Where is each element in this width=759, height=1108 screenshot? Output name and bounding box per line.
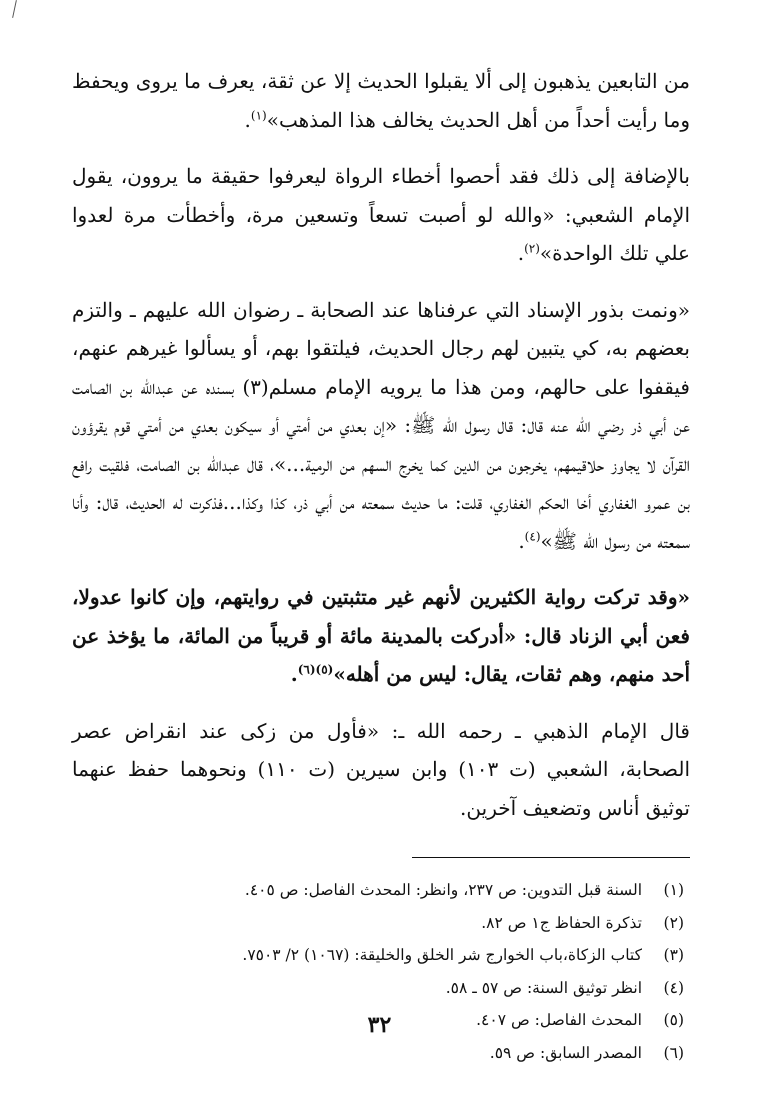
paragraph-4-bold bbox=[72, 578, 690, 694]
footnote-text: المصدر السابق: ص ٥٩. bbox=[489, 1043, 642, 1062]
footnote-text: انظر توثيق السنة: ص ٥٧ ـ ٥٨. bbox=[445, 978, 642, 997]
footnote-text: تذكرة الحفاظ ج١ ص ٨٢. bbox=[481, 913, 642, 932]
paragraph-2-text: بالإضافة إلى ذلك فقد أحصوا أخطاء الرواة ليعرفوا حقيقة ما يروون، يقول الإمام الشعبي: «والله لو أصبت تسعاً وتسعين مرة، وأخطأت مرة لعدوا علي تلك الواحدة» bbox=[72, 164, 690, 265]
footnote-ref-1: (١) bbox=[250, 107, 267, 122]
footnote-item bbox=[72, 874, 684, 907]
footnote-number: (٦) bbox=[663, 1043, 684, 1062]
footnote-number: (٥) bbox=[663, 1011, 684, 1029]
footnote-item bbox=[72, 939, 684, 972]
paragraph-3 bbox=[72, 291, 690, 561]
footnote-text: كتاب الزكاة،باب الخوارج شر الخلق والخليقة: (١٠٦٧) ٢/ ٧٥٠٣. bbox=[242, 946, 642, 964]
footnote-ref-2: (٢) bbox=[524, 241, 540, 256]
paragraph-2 bbox=[72, 157, 690, 273]
paragraph-1-text: من التابعين يذهبون إلى ألا يقبلوا الحديث إلا عن ثقة، يعرف ما يروى ويحفظ وما رأيت أحداً من أهل الحديث يخالف هذا المذهب» bbox=[72, 69, 690, 132]
paragraph-4-tail: . bbox=[290, 662, 298, 686]
footnote-number: (٣) bbox=[663, 946, 684, 964]
paragraph-1 bbox=[72, 62, 690, 139]
page-body bbox=[72, 62, 690, 1069]
footnote-item bbox=[72, 972, 684, 1005]
footnote-divider bbox=[412, 857, 690, 858]
footnote-text: المحدث الفاصل: ص ٤٠٧. bbox=[476, 1011, 642, 1029]
paragraph-4-text: «وقد تركت رواية الكثيرين لأنهم غير متثبتين في روايتهم، وإن كانوا عدولا، فعن أبي الزناد قال: «أدركت بالمدينة مائة أو قريباً من المائة، ما يؤخذ عن أحد منهم، وهم ثقات، يقال: ليس من أهله» bbox=[72, 585, 690, 686]
paragraph-5-text: قال الإمام الذهبي ـ رحمه الله ـ: «فأول من زكى عند انقراض عصر الصحابة، الشعبي (ت ١٠٣) وابن سيرين (ت ١١٠) ونحوهما حفظ عنهما توثيق أناس وتضعيف آخرين. bbox=[72, 718, 691, 820]
paragraph-1-tail: . bbox=[244, 107, 251, 132]
paragraph-3-tail: . bbox=[518, 528, 525, 553]
page-number: ٣٢ bbox=[367, 1012, 392, 1038]
footnote-number: (٢) bbox=[663, 913, 684, 932]
footnote-ref-4: (٤) bbox=[524, 528, 541, 543]
footnote-number: (١) bbox=[663, 881, 684, 899]
footnote-item bbox=[72, 1037, 684, 1070]
footnote-item bbox=[72, 907, 684, 940]
footnote-ref-5-6: (٥)(٦) bbox=[297, 662, 334, 677]
footnote-text: السنة قبل التدوين: ص ٢٣٧، وانظر: المحدث الفاصل: ص ٤٠٥. bbox=[244, 881, 642, 899]
footnotes-list bbox=[72, 874, 690, 1069]
paragraph-2-tail: . bbox=[517, 241, 525, 265]
scan-edge-mark bbox=[12, 0, 17, 18]
paragraph-5 bbox=[72, 712, 690, 828]
paragraph-3-text: «ونمت بذور الإسناد التي عرفناها عند الصحابة ـ رضوان الله عليهم ـ والتزم بعضهم به، كي يتبين لهم رجال الحديث، فيلتقوا بهم، أو يسألوا غيرهم عنهم، فيقفوا على حالهم، ومن هذا ما يرويه الإمام مسلم(٣) بسنده عن عبدالله بن الصامت عن أبي ذر رضي الله عنه قال: قال رسول الله ﷺ: «إن بعدي من أمتي أو سيكون بعدي من أمتي قوم يقرؤون القرآن لا يجاوز حلاقيمهم، يخرجون من الدين كما يخرج السهم من الرمية...»، قال عبدالله بن الصامت، فلقيت رافع بن عمرو الغفاري أخا الحكم الغفاري، قلت: ما حديث سمعته من أبي ذر، كذا وكذا...فذكرت له الحديث، قال: وأنا سمعته من رسول الله ﷺ» bbox=[72, 297, 691, 553]
footnote-number: (٤) bbox=[663, 978, 684, 997]
